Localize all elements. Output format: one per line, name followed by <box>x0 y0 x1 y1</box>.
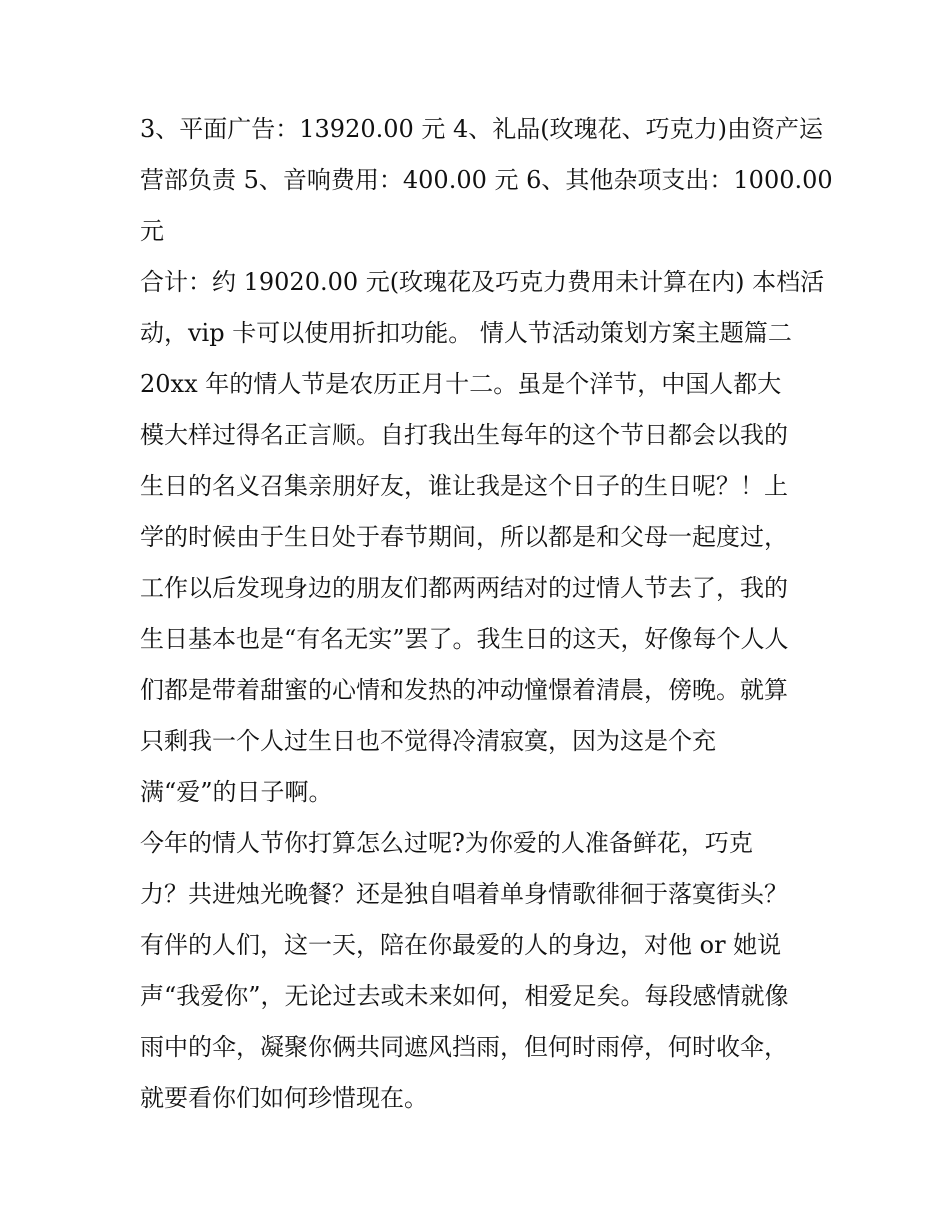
text-line: 声“我爱你”，无论过去或未来如何，相爱足矣。每段感情就像 <box>140 982 789 1010</box>
text-line: 雨中的伞，凝聚你俩共同遮风挡雨，但何时雨停，何时收伞， <box>140 1033 788 1061</box>
text-line: 工作以后发现身边的朋友们都两两结对的过情人节去了，我的 <box>140 574 788 602</box>
text-line: 学的时候由于生日处于春节期间，所以都是和父母一起度过， <box>140 523 788 551</box>
text-line: 力？共进烛光晚餐？还是独自唱着单身情歌徘徊于落寞街头？ <box>140 880 788 908</box>
text-line: 们都是带着甜蜜的心情和发热的冲动憧憬着清晨，傍晚。就算 <box>140 676 788 704</box>
text-line: 生日的名义召集亲朋好友，谁让我是这个日子的生日呢？！上 <box>140 472 788 500</box>
text-line: 有伴的人们，这一天，陪在你最爱的人的身边，对他 or 她说 <box>140 931 782 959</box>
text-line: 只剩我一个人过生日也不觉得冷清寂寞，因为这是个充 <box>140 727 716 755</box>
text-line: 今年的情人节你打算怎么过呢?为你爱的人准备鲜花，巧克 <box>140 829 753 857</box>
text-line: 20xx 年的情人节是农历正月十二。虽是个洋节，中国人都大 <box>140 370 782 398</box>
text-line: 动，vip 卡可以使用折扣功能。 情人节活动策划方案主题篇二 <box>140 319 792 347</box>
document-body <box>140 104 833 1124</box>
text-line: 满“爱”的日子啊。 <box>140 778 333 806</box>
text-line: 元 <box>140 217 164 245</box>
text-line: 生日基本也是“有名无实”罢了。我生日的这天，好像每个人人 <box>140 625 789 653</box>
text-line: 就要看你们如何珍惜现在。 <box>140 1084 428 1112</box>
text-line: 营部负责 5、音响费用：400.00 元 6、其他杂项支出：1000.00 <box>140 166 833 194</box>
text-line: 合计：约 19020.00 元(玫瑰花及巧克力费用未计算在内) 本档活 <box>140 268 825 296</box>
text-line: 模大样过得名正言顺。自打我出生每年的这个节日都会以我的 <box>140 421 788 449</box>
text-line: 3、平面广告：13920.00 元 4、礼品(玫瑰花、巧克力)由资产运 <box>140 115 824 143</box>
